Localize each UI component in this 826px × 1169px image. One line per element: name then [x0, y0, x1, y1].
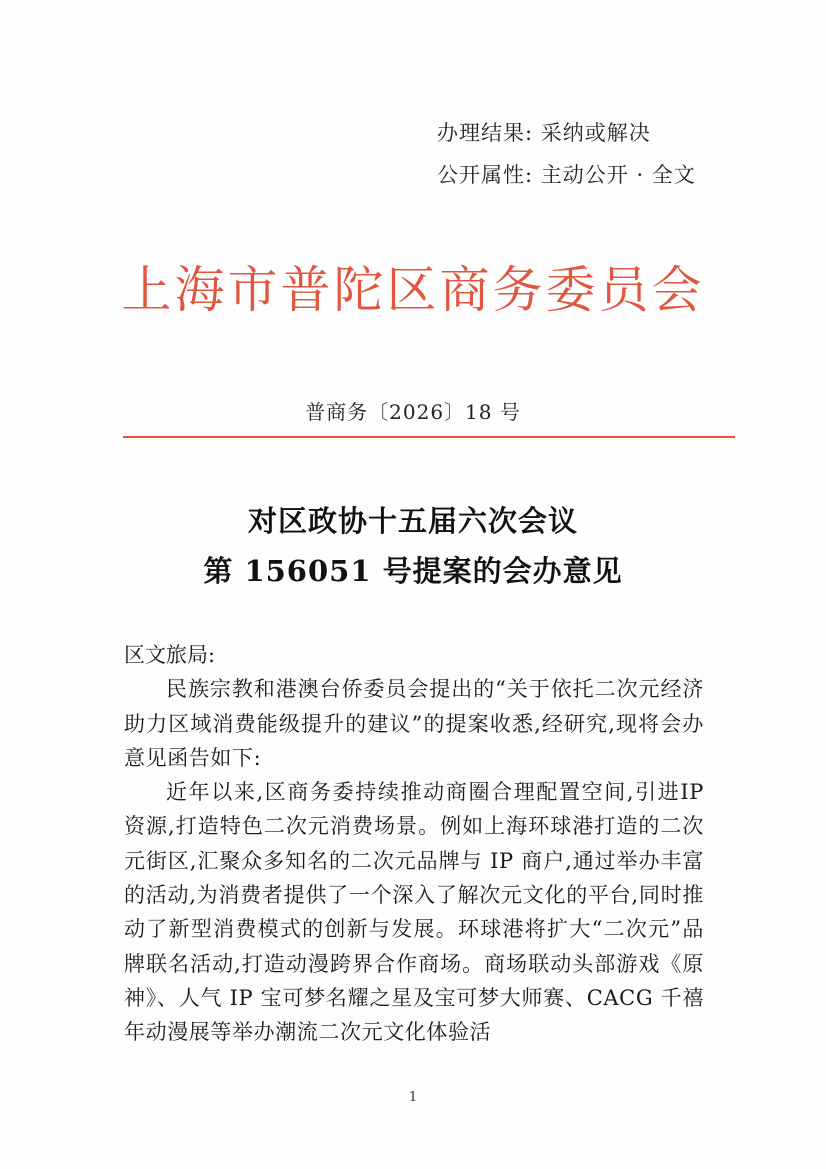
handling-result-label: 办理结果: [437, 121, 534, 145]
body-paragraph: 近年以来,区商务委持续推动商圈合理配置空间,引进IP 资源,打造特色二次元消费场景。例如上海环球港打造的二次元街区,汇聚众多知名的二次元品牌与 IP 商户,通过举办丰富的活动,为消费者提供了一个深入了解次元文化的平台,同时推动了新型消费模式的创新与发展。环球港将扩大“二次元”品牌联名活动,打造动漫跨界合作商场。商场联动头部游戏《原神》、人气 IP 宝可梦名耀之星及宝可梦大师赛、CACG 千禧年动漫展等举办潮流二次元文化体验活 [124, 780, 704, 1045]
handling-result-value: 采纳或解决 [540, 121, 651, 145]
document-number: 普商务〔2026〕18 号 [305, 400, 521, 424]
document-title-line-1: 对区政协十五届六次会议 [247, 504, 578, 538]
disclosure-label: 公开属性: [437, 163, 534, 187]
page-number: 1 [408, 1090, 418, 1105]
salutation: 区文旅局: [124, 643, 216, 667]
document-title [0, 496, 826, 596]
document-meta [437, 112, 696, 196]
body-paragraph: 民族宗教和港澳台侨委员会提出的“关于依托二次元经济助力区域消费能级提升的建议”的提案收悉,经研究,现将会办意见函告如下: [124, 677, 704, 770]
document-title-line-2: 第 156051 号提案的会办意见 [203, 554, 623, 588]
disclosure-attribute [437, 154, 696, 196]
disclosure-value: 主动公开 · 全文 [540, 163, 696, 187]
document-body [124, 638, 704, 1050]
handling-result [437, 112, 696, 154]
issuing-organization: 上海市普陀区商务委员会 [121, 262, 705, 318]
red-divider-line [123, 436, 735, 438]
